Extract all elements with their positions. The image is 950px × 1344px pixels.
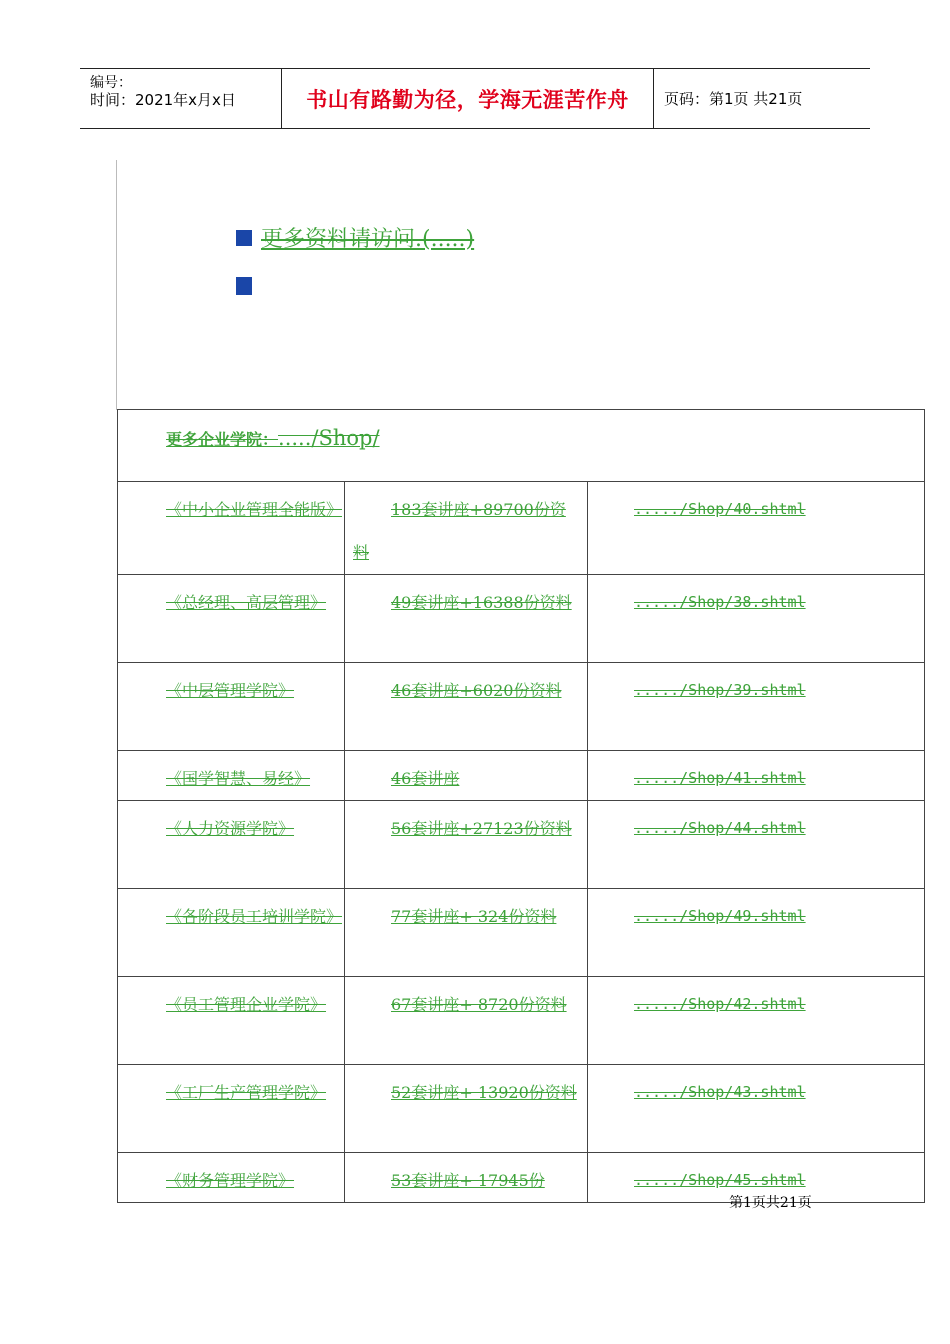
course-name: 《总经理、高层管理》 bbox=[166, 593, 327, 612]
course-desc-cell[interactable] bbox=[345, 482, 588, 575]
course-url-cell[interactable] bbox=[588, 889, 925, 977]
more-academies-url: ...../Shop/ bbox=[278, 426, 380, 450]
academy-table bbox=[117, 409, 925, 1203]
course-name: 《中层管理学院》 bbox=[166, 681, 295, 700]
course-name-cell[interactable] bbox=[118, 889, 345, 977]
square-bullet-icon bbox=[236, 230, 252, 246]
course-url-cell[interactable] bbox=[588, 663, 925, 751]
course-name-cell[interactable] bbox=[118, 1065, 345, 1153]
course-desc: 49套讲座+16388份资料 bbox=[391, 593, 572, 612]
course-url-cell[interactable] bbox=[588, 801, 925, 889]
table-header-cell bbox=[118, 410, 925, 482]
margin-rule bbox=[116, 160, 117, 410]
course-desc-cell[interactable] bbox=[345, 1153, 588, 1203]
header-motto-cell bbox=[281, 69, 654, 128]
header-page-info: 页码：第1页 共21页 bbox=[664, 90, 803, 108]
page-header bbox=[80, 68, 870, 129]
course-name-cell[interactable] bbox=[118, 482, 345, 575]
table-row bbox=[118, 889, 925, 977]
course-desc: 46套讲座 bbox=[391, 769, 460, 788]
course-url: ...../Shop/49.shtml bbox=[634, 907, 806, 925]
course-name-cell[interactable] bbox=[118, 977, 345, 1065]
course-desc: 67套讲座+ 8720份资料 bbox=[391, 995, 567, 1014]
course-desc: 183套讲座+89700份资料 bbox=[353, 500, 566, 562]
course-name: 《中小企业管理全能版》 bbox=[166, 500, 343, 519]
table-row bbox=[118, 1065, 925, 1153]
course-desc: 56套讲座+27123份资料 bbox=[391, 819, 572, 838]
course-url: ...../Shop/38.shtml bbox=[634, 593, 806, 611]
course-name-cell[interactable] bbox=[118, 575, 345, 663]
document-time: 时间：2021年x月x日 bbox=[90, 91, 236, 109]
course-desc: 52套讲座+ 13920份资料 bbox=[391, 1083, 577, 1102]
course-url-cell[interactable] bbox=[588, 977, 925, 1065]
course-name: 《财务管理学院》 bbox=[166, 1171, 295, 1190]
table-row bbox=[118, 751, 925, 801]
course-url-cell[interactable] bbox=[588, 575, 925, 663]
table-row bbox=[118, 977, 925, 1065]
course-name-cell[interactable] bbox=[118, 751, 345, 801]
page-footer: 第1页共21页 bbox=[729, 1195, 812, 1211]
course-url-cell[interactable] bbox=[588, 1065, 925, 1153]
course-desc: 77套讲座+ 324份资料 bbox=[391, 907, 557, 926]
course-desc: 53套讲座+ 17945份 bbox=[391, 1171, 545, 1190]
header-meta bbox=[80, 69, 281, 128]
table-row bbox=[118, 663, 925, 751]
more-info-link[interactable]: 更多资料请访问.(.....) bbox=[261, 227, 475, 252]
table-row bbox=[118, 801, 925, 889]
course-desc-cell[interactable] bbox=[345, 1065, 588, 1153]
table-row bbox=[118, 575, 925, 663]
course-url: ...../Shop/42.shtml bbox=[634, 995, 806, 1013]
course-url: ...../Shop/40.shtml bbox=[634, 500, 806, 518]
course-url-cell[interactable] bbox=[588, 751, 925, 801]
course-desc-cell[interactable] bbox=[345, 751, 588, 801]
course-name-cell[interactable] bbox=[118, 663, 345, 751]
course-name: 《人力资源学院》 bbox=[166, 819, 295, 838]
square-bullet-icon bbox=[236, 277, 252, 295]
course-url: ...../Shop/43.shtml bbox=[634, 1083, 806, 1101]
course-url-cell[interactable] bbox=[588, 482, 925, 575]
course-url: ...../Shop/45.shtml bbox=[634, 1171, 806, 1189]
course-desc-cell[interactable] bbox=[345, 575, 588, 663]
course-name-cell[interactable] bbox=[118, 1153, 345, 1203]
course-desc: 46套讲座+6020份资料 bbox=[391, 681, 562, 700]
more-academies-label: 更多企业学院： bbox=[166, 430, 279, 449]
course-desc-cell[interactable] bbox=[345, 801, 588, 889]
header-motto: 书山有路勤为径，学海无涯苦作舟 bbox=[306, 86, 629, 112]
course-desc-cell[interactable] bbox=[345, 889, 588, 977]
bullet-item-more-info bbox=[236, 222, 474, 253]
course-name: 《各阶段员工培训学院》 bbox=[166, 907, 343, 926]
course-desc-cell[interactable] bbox=[345, 977, 588, 1065]
bullet-item-empty bbox=[236, 277, 252, 295]
document-number: 编号： bbox=[90, 75, 132, 91]
course-url: ...../Shop/44.shtml bbox=[634, 819, 806, 837]
course-name: 《工厂生产管理学院》 bbox=[166, 1083, 327, 1102]
more-academies-link[interactable] bbox=[166, 426, 380, 450]
course-url: ...../Shop/41.shtml bbox=[634, 769, 806, 787]
course-desc-cell[interactable] bbox=[345, 663, 588, 751]
table-row bbox=[118, 482, 925, 575]
table-header-row bbox=[118, 410, 925, 482]
course-url: ...../Shop/39.shtml bbox=[634, 681, 806, 699]
course-name-cell[interactable] bbox=[118, 801, 345, 889]
course-name: 《国学智慧、易经》 bbox=[166, 769, 311, 788]
course-name: 《员工管理企业学院》 bbox=[166, 995, 327, 1014]
